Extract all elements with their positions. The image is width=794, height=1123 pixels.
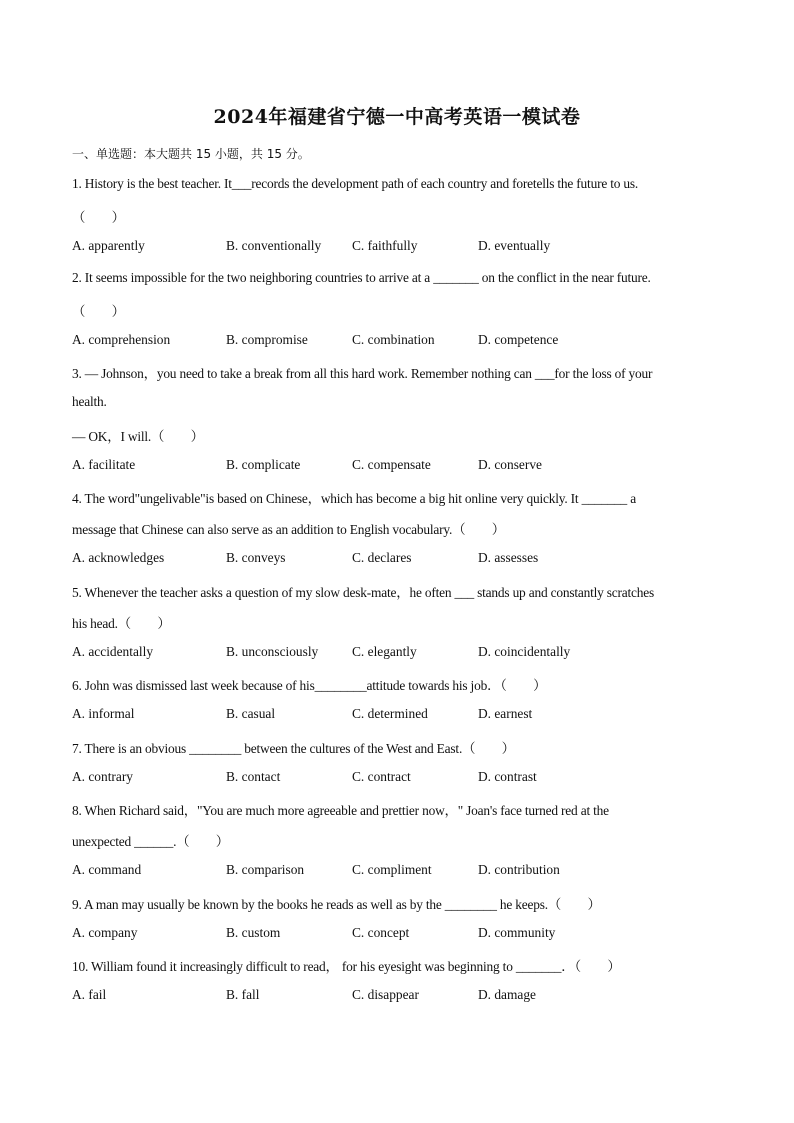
question-5-line-2: his head.（ ） bbox=[72, 615, 171, 631]
question-1-option-b: B. conventionally bbox=[226, 238, 322, 254]
question-2-line-1: 2. It seems impossible for the two neighboring countries to arrive at a _______ on the conflict in the near future. bbox=[72, 269, 651, 285]
question-5-option-a: A. accidentally bbox=[72, 644, 154, 659]
question-9-line-1: 9. A man may usually be known by the books he reads as well as by the ________ he keeps.（ ） bbox=[72, 896, 601, 912]
question-8-option-d: D. contribution bbox=[478, 862, 560, 878]
question-3-option-c: C. compensate bbox=[352, 456, 431, 472]
question-9-option-c: C. concept bbox=[352, 924, 410, 940]
question-1-option-c: C. faithfully bbox=[352, 238, 418, 254]
question-9-option-a: A. company bbox=[72, 924, 138, 940]
question-10-option-a: A. fail bbox=[72, 987, 107, 1003]
question-3-line-2: health. bbox=[72, 394, 107, 410]
question-10-line-1: 10. William found it increasingly difficult to read， for his eyesight was beginning to _______．（ ） bbox=[72, 959, 621, 974]
question-7-option-a: A. contrary bbox=[72, 768, 133, 784]
question-2-option-a: A. comprehension bbox=[72, 332, 171, 347]
exam-title: 2024年福建省宁德一中高考英语一模试卷 bbox=[213, 106, 581, 128]
question-8-line-1: 8. When Richard said，"You are much more agreeable and prettier now，" Joan's face turned red at the bbox=[72, 803, 609, 818]
question-4-option-d: D. assesses bbox=[478, 550, 539, 566]
question-6-line-1: 6. John was dismissed last week because of his________attitude towards his job．（ ） bbox=[72, 678, 547, 694]
question-8-option-a: A. command bbox=[72, 862, 142, 878]
question-2-option-b: B. compromise bbox=[226, 332, 308, 347]
question-4-option-b: B. conveys bbox=[226, 550, 286, 566]
question-10-option-b: B. fall bbox=[226, 987, 260, 1003]
question-5-line-1: 5. Whenever the teacher asks a question of my slow desk-mate，he often ___ stands up and constantly scratches bbox=[72, 584, 655, 600]
question-2-option-c: C. combination bbox=[352, 332, 435, 347]
question-5-option-b: B. unconsciously bbox=[226, 644, 319, 659]
question-8-option-b: B. comparison bbox=[226, 862, 305, 878]
question-7-option-b: B. contact bbox=[226, 768, 281, 784]
question-5-option-c: C. elegantly bbox=[352, 644, 417, 659]
question-1-option-d: D. eventually bbox=[478, 238, 551, 254]
question-8-line-2: unexpected ______.（ ） bbox=[72, 834, 229, 850]
question-5-option-d: D. coincidentally bbox=[478, 644, 571, 659]
question-4-line-1: 4. The word"ungelivable"is based on Chinese，which has become a big hit online very quickly. It _______ a bbox=[72, 491, 636, 506]
section-heading: 一、单选题：本大题共 15 小题，共 15 分。 bbox=[72, 147, 310, 161]
question-1-line-1: 1. History is the best teacher. It___records the development path of each country and foretells the future to us. bbox=[72, 176, 639, 191]
question-4-option-c: C. declares bbox=[352, 550, 412, 566]
question-7-line-1: 7. There is an obvious ________ between the cultures of the West and East.（ ） bbox=[72, 740, 515, 756]
question-3-option-b: B. complicate bbox=[226, 456, 301, 472]
question-3-line-1: 3. — Johnson，you need to take a break from all this hard work. Remember nothing can ___for the loss of your bbox=[72, 366, 653, 382]
question-4-line-2: message that Chinese can also serve as an addition to English vocabulary.（ ） bbox=[72, 522, 505, 538]
question-9-option-b: B. custom bbox=[226, 924, 281, 940]
question-3-option-d: D. conserve bbox=[478, 456, 542, 472]
question-6-option-a: A. informal bbox=[72, 706, 135, 722]
question-7-option-d: D. contrast bbox=[478, 768, 537, 784]
question-1-line-2: （ ） bbox=[72, 210, 125, 226]
question-2-option-d: D. competence bbox=[478, 332, 559, 347]
question-3-line-3: — OK，I will.（ ） bbox=[72, 428, 204, 444]
question-6-option-d: D. earnest bbox=[478, 706, 533, 722]
question-10-option-d: D. damage bbox=[478, 987, 537, 1003]
question-1-option-a: A. apparently bbox=[72, 238, 145, 254]
question-6-option-c: C. determined bbox=[352, 706, 428, 722]
question-3-option-a: A. facilitate bbox=[72, 456, 136, 472]
question-9-option-d: D. community bbox=[478, 924, 556, 940]
question-10-option-c: C. disappear bbox=[352, 987, 419, 1003]
question-4-option-a: A. acknowledges bbox=[72, 550, 165, 566]
question-7-option-c: C. contract bbox=[352, 768, 411, 784]
question-6-option-b: B. casual bbox=[226, 706, 276, 722]
question-8-option-c: C. compliment bbox=[352, 862, 432, 878]
question-2-line-2: （ ） bbox=[72, 303, 125, 319]
